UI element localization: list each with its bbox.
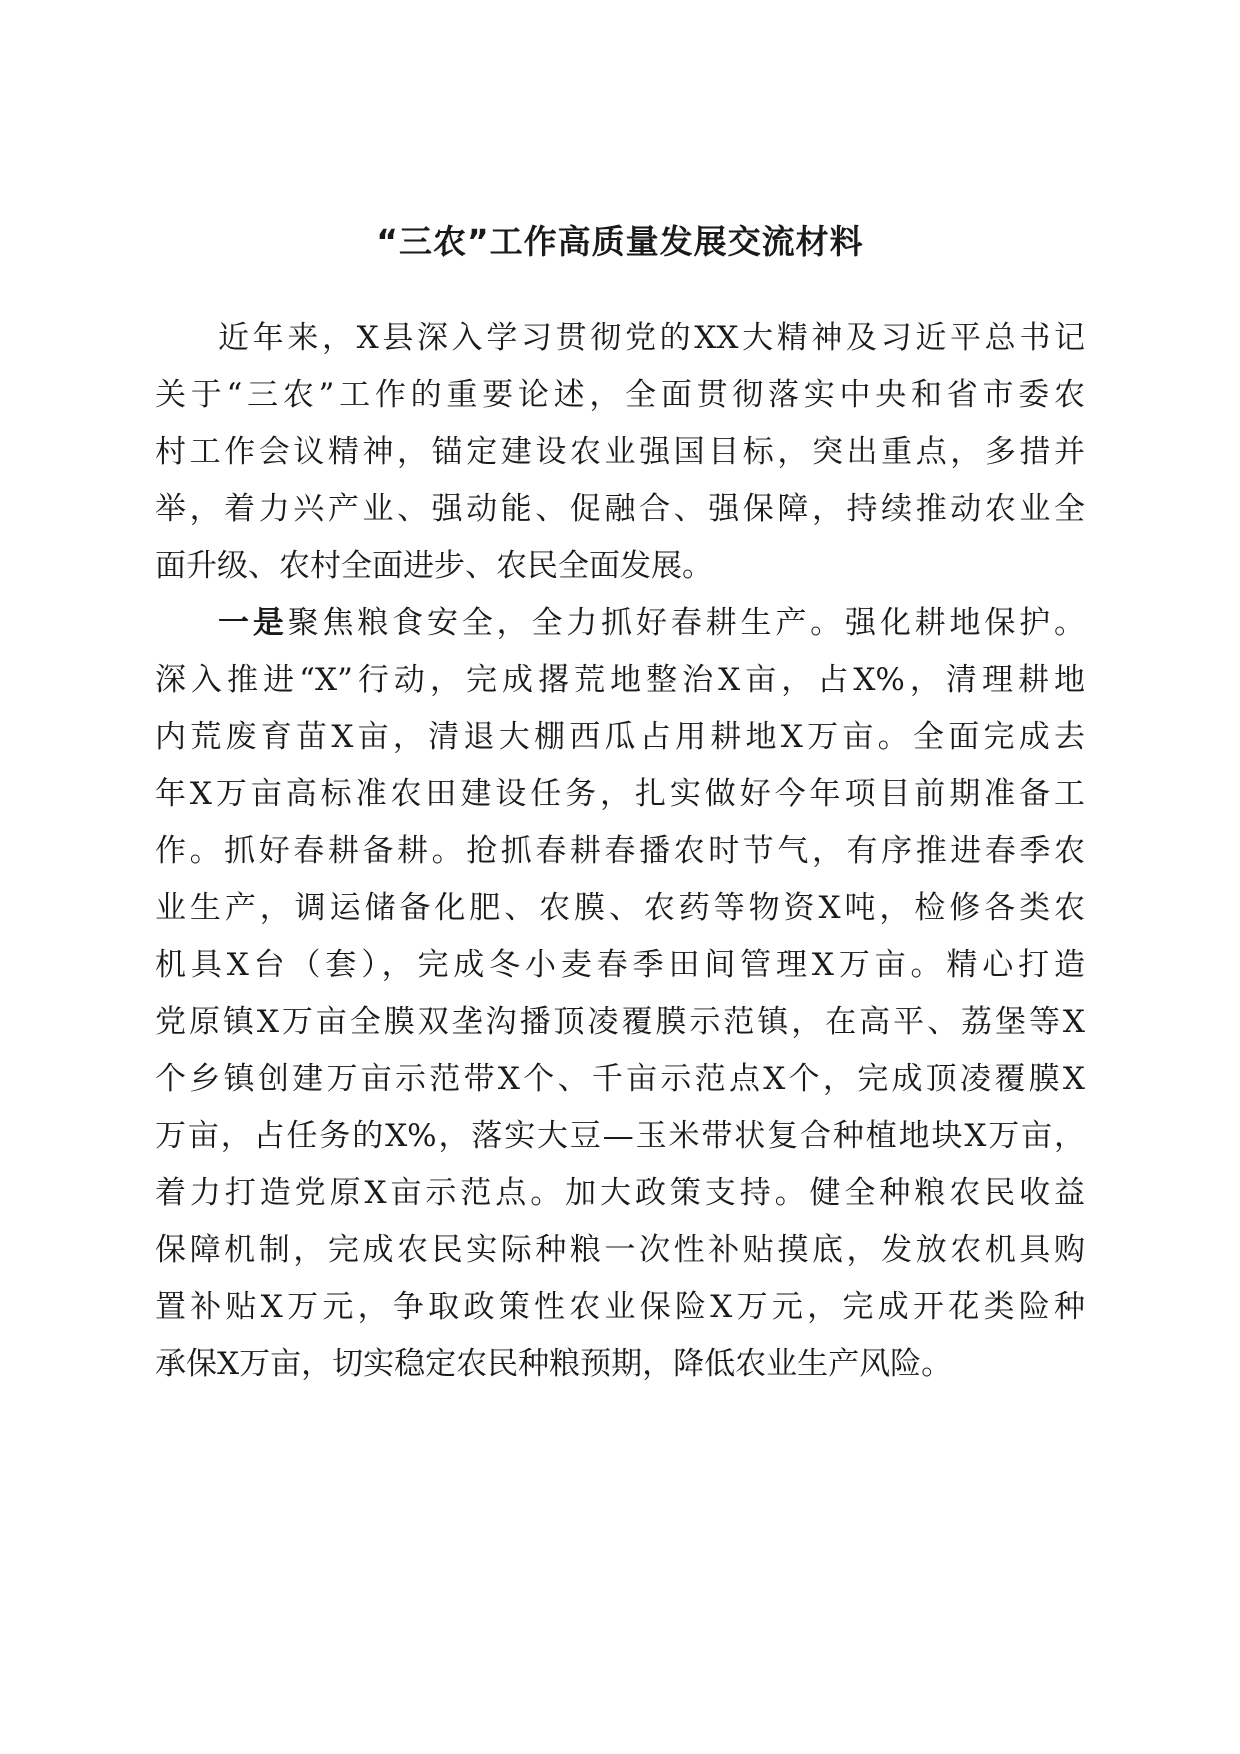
paragraph-2-line: 置补贴X万元，争取政策性农业保险X万元，完成开花类险种 <box>155 1289 1085 1325</box>
paragraph-2-line: 业生产，调运储备化肥、农膜、农药等物资X吨，检修各类农 <box>155 890 1085 926</box>
paragraph-2-line: 承保X万亩，切实稳定农民种粮预期，降低农业生产风险。 <box>155 1346 953 1382</box>
document-title: “三农”工作高质量发展交流材料 <box>376 222 864 261</box>
paragraph-1-line: 举，着力兴产业、强动能、促融合、强保障，持续推动农业全 <box>155 491 1085 527</box>
paragraph-2-line: 党原镇X万亩全膜双垄沟播顶凌覆膜示范镇，在高平、荔堡等X <box>155 1004 1085 1040</box>
paragraph-2-lead: 一是 <box>218 605 288 641</box>
paragraph-2-first-line-text: 聚焦粮食安全，全力抓好春耕生产。强化耕地保护。 <box>287 605 1086 641</box>
paragraph-2-line: 保障机制，完成农民实际种粮一次性补贴摸底，发放农机具购 <box>155 1232 1085 1268</box>
paragraph-2-line: 着力打造党原X亩示范点。加大政策支持。健全种粮农民收益 <box>155 1175 1085 1211</box>
paragraph-2-line: 作。抓好春耕备耕。抢抓春耕春播农时节气，有序推进春季农 <box>155 833 1085 869</box>
paragraph-2-first-line <box>218 603 1085 643</box>
paragraph-1-line: 面升级、农村全面进步、农民全面发展。 <box>155 548 713 584</box>
paragraph-2-line: 万亩，占任务的X%，落实大豆—玉米带状复合种植地块X万亩， <box>155 1118 1085 1154</box>
paragraph-1-line: 近年来，X县深入学习贯彻党的XX大精神及习近平总书记 <box>218 320 1085 356</box>
paragraph-2-line: 内荒废育苗X亩，清退大棚西瓜占用耕地X万亩。全面完成去 <box>155 719 1085 755</box>
paragraph-2-line: 年X万亩高标准农田建设任务，扎实做好今年项目前期准备工 <box>155 776 1085 812</box>
paragraph-2-line: 机具X台（套），完成冬小麦春季田间管理X万亩。精心打造 <box>155 947 1085 983</box>
paragraph-2-line: 个乡镇创建万亩示范带X个、千亩示范点X个，完成顶凌覆膜X <box>155 1061 1085 1097</box>
paragraph-2-line: 深入推进“X”行动，完成撂荒地整治X亩，占X%，清理耕地 <box>155 662 1085 698</box>
paragraph-1-line: 村工作会议精神，锚定建设农业强国目标，突出重点，多措并 <box>155 434 1085 470</box>
paragraph-1-line: 关于“三农”工作的重要论述，全面贯彻落实中央和省市委农 <box>155 377 1085 413</box>
